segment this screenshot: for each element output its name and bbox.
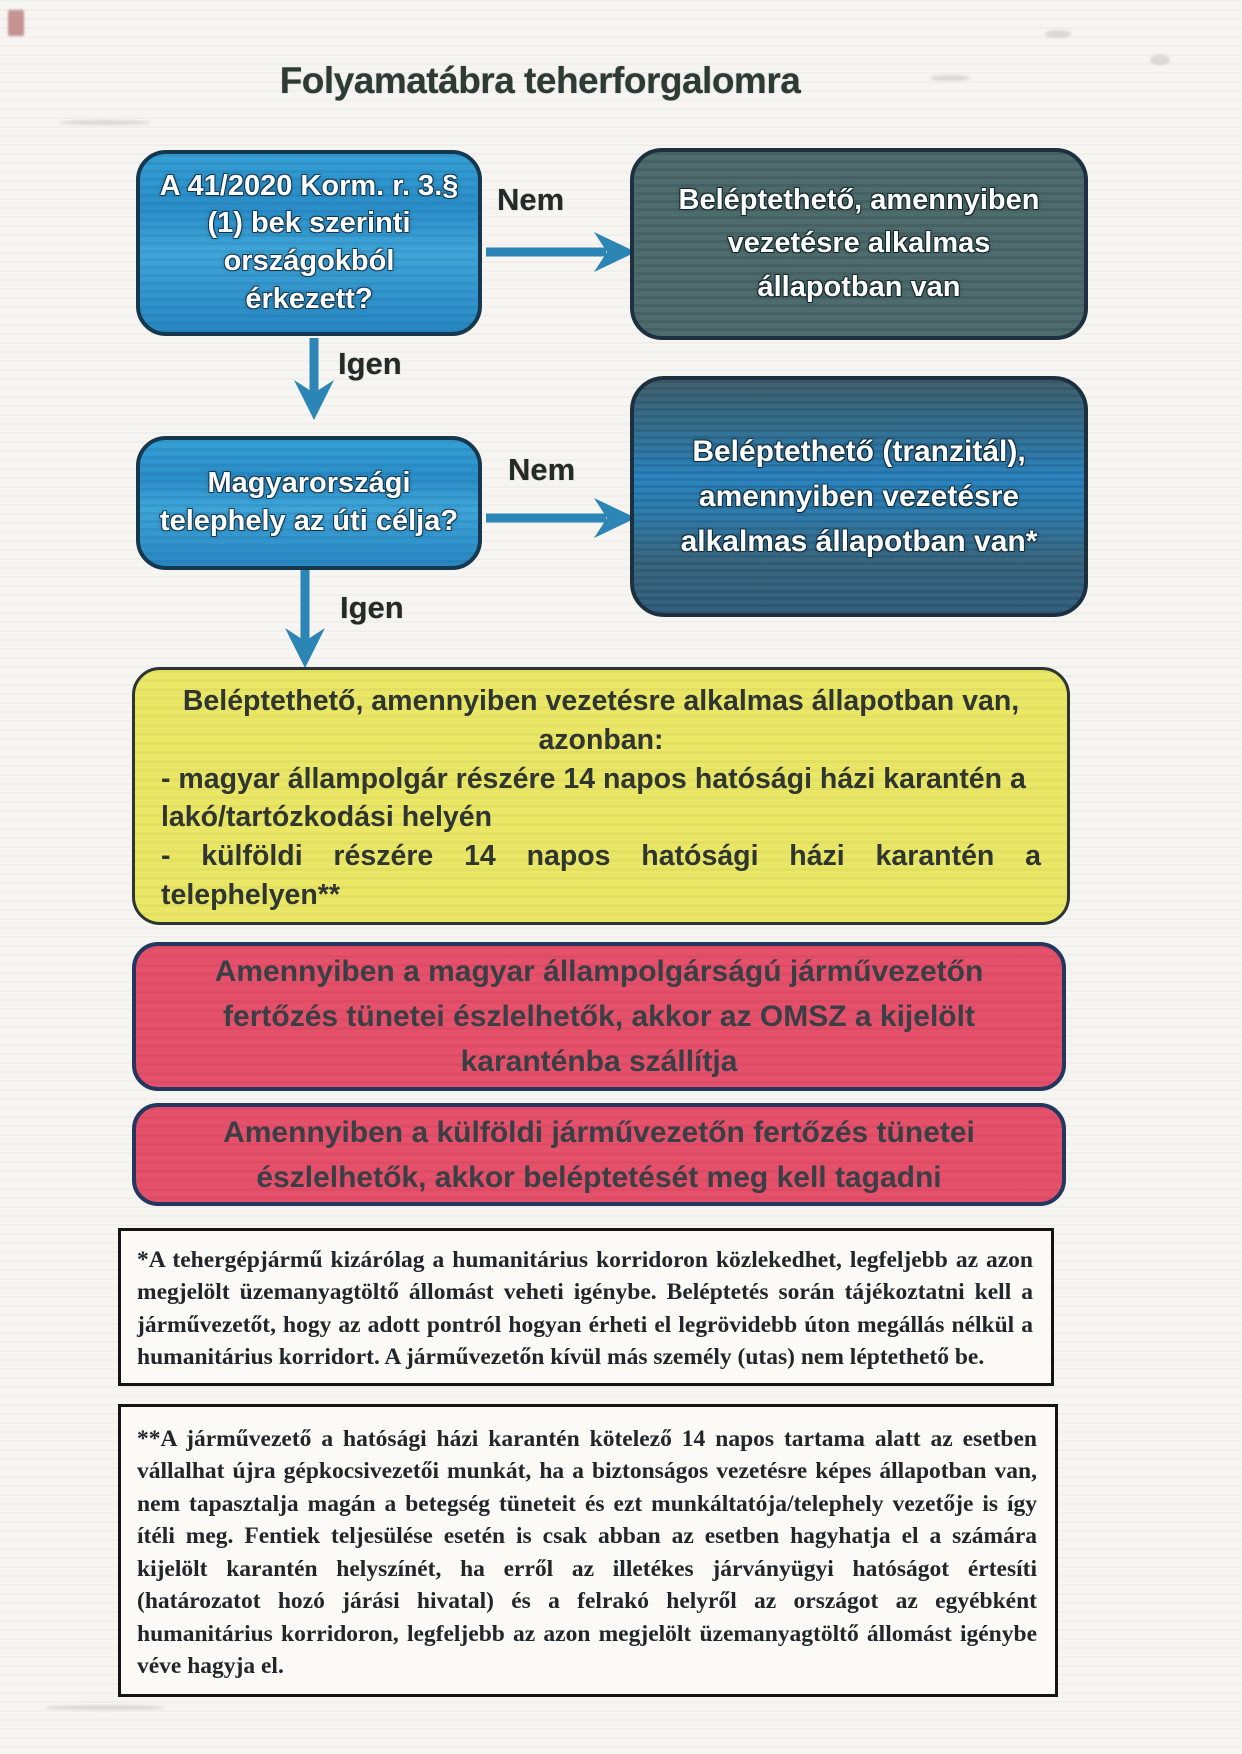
right-arrow-icon [486,230,636,274]
footnote-double-asterisk-text: **A járművezető a hatósági házi karantén kötelező 14 napos tartama alatt az esetben vállalhat újra gépkocsivezetői munkát, ha a biztonságos vezetésre képes állapotban van, nem tapasztalja magán a betegség tüneteit és ezt munkáltatója/telephely vezetője is így ítéli meg. Fentiek teljesülése esetén is csak abban az esetben hagyhatja el a számára kijelölt karantén helyszínét, ha erről az illetékes járványügyi hatóságot értesíti (határozatot hozó járási hivatal) és a felrakó helyről az országot az egyébként humanitárius korridoron, legfeljebb az azon megjelölt üzemanyagtöltő állomást igénybe véve hagyja el. [137,1426,1037,1679]
quarantine-item-hungarian: - magyar állampolgár részére 14 napos hatósági házi karantén a lakó/tartózkodási helyén [161,762,1026,834]
down-arrow-icon [292,338,336,420]
quarantine-item-foreign: - külföldi részére 14 napos hatósági házi karantén a telephelyen** [161,840,1041,911]
arrow-down-igen-1 [292,338,336,420]
footnote-asterisk-text: *A tehergépjármű kizárólag a humanitárius korridoron közlekedhet, legfeljebb az azon megjelölt üzemanyagtöltő állomást veheti igénybe. Beléptetés során tájékoztatni kell a járművezetőt, hogy az adott pontról hogyan érheti el legrövidebb úton megállás nélkül a humanitárius korridort. A járművezetőn kívül más személy (utas) nem léptethető be. [137,1247,1033,1371]
footnote-asterisk [118,1228,1054,1386]
node-question-destination [136,436,482,570]
node-result-transit-text: Beléptethető (tranzitál), amennyiben vezetésre alkalmas állapotban van* [680,435,1038,558]
node-result-enter-text: Beléptethető, amennyiben vezetésre alkalmas állapotban van [678,183,1040,303]
footnote-double-asterisk [118,1404,1058,1697]
edge-label-igen-2: Igen [340,590,404,625]
right-arrow-icon [486,496,636,540]
node-question-countries-text: A 41/2020 Korm. r. 3.§ (1) bek szerinti országokból érkezett? [159,169,459,315]
quarantine-intro2: azonban: [538,723,664,756]
node-result-quarantine [132,667,1070,925]
warning-hungarian-text: Amennyiben a magyar állampolgárságú járművezetőn fertőzés tünetei észlelhetők, akkor az OMSZ a kijelölt karanténba szállítja [214,955,984,1078]
scan-artifact [930,75,970,81]
node-warning-hungarian-driver [132,942,1066,1091]
page-title: Folyamatábra teherforgalomra [279,60,801,101]
node-result-enter [630,148,1088,340]
edge-label-nem-2: Nem [508,452,576,487]
node-warning-foreign-driver [132,1103,1066,1206]
node-question-countries [136,150,482,336]
warning-foreign-text: Amennyiben a külföldi járművezetőn fertőzés tünetei észlelhetők, akkor beléptetését meg kell tagadni [223,1115,975,1194]
edge-label-nem-1: Nem [497,182,565,217]
node-result-transit [630,376,1088,617]
quarantine-intro: Beléptethető, amennyiben vezetésre alkalmas állapotban van, [182,685,1020,717]
down-arrow-icon [283,570,327,668]
arrow-down-igen-2 [283,570,327,668]
scan-artifact [45,1705,165,1710]
scan-artifact [1150,55,1170,65]
arrow-right-nem-1 [486,230,636,274]
scan-artifact [60,120,150,125]
arrow-right-nem-2 [486,496,636,540]
node-question-destination-text: Magyarországi telephely az úti célja? [159,467,459,537]
edge-label-igen-1: Igen [338,346,402,381]
scan-artifact [8,10,24,36]
scan-artifact [1045,30,1071,38]
